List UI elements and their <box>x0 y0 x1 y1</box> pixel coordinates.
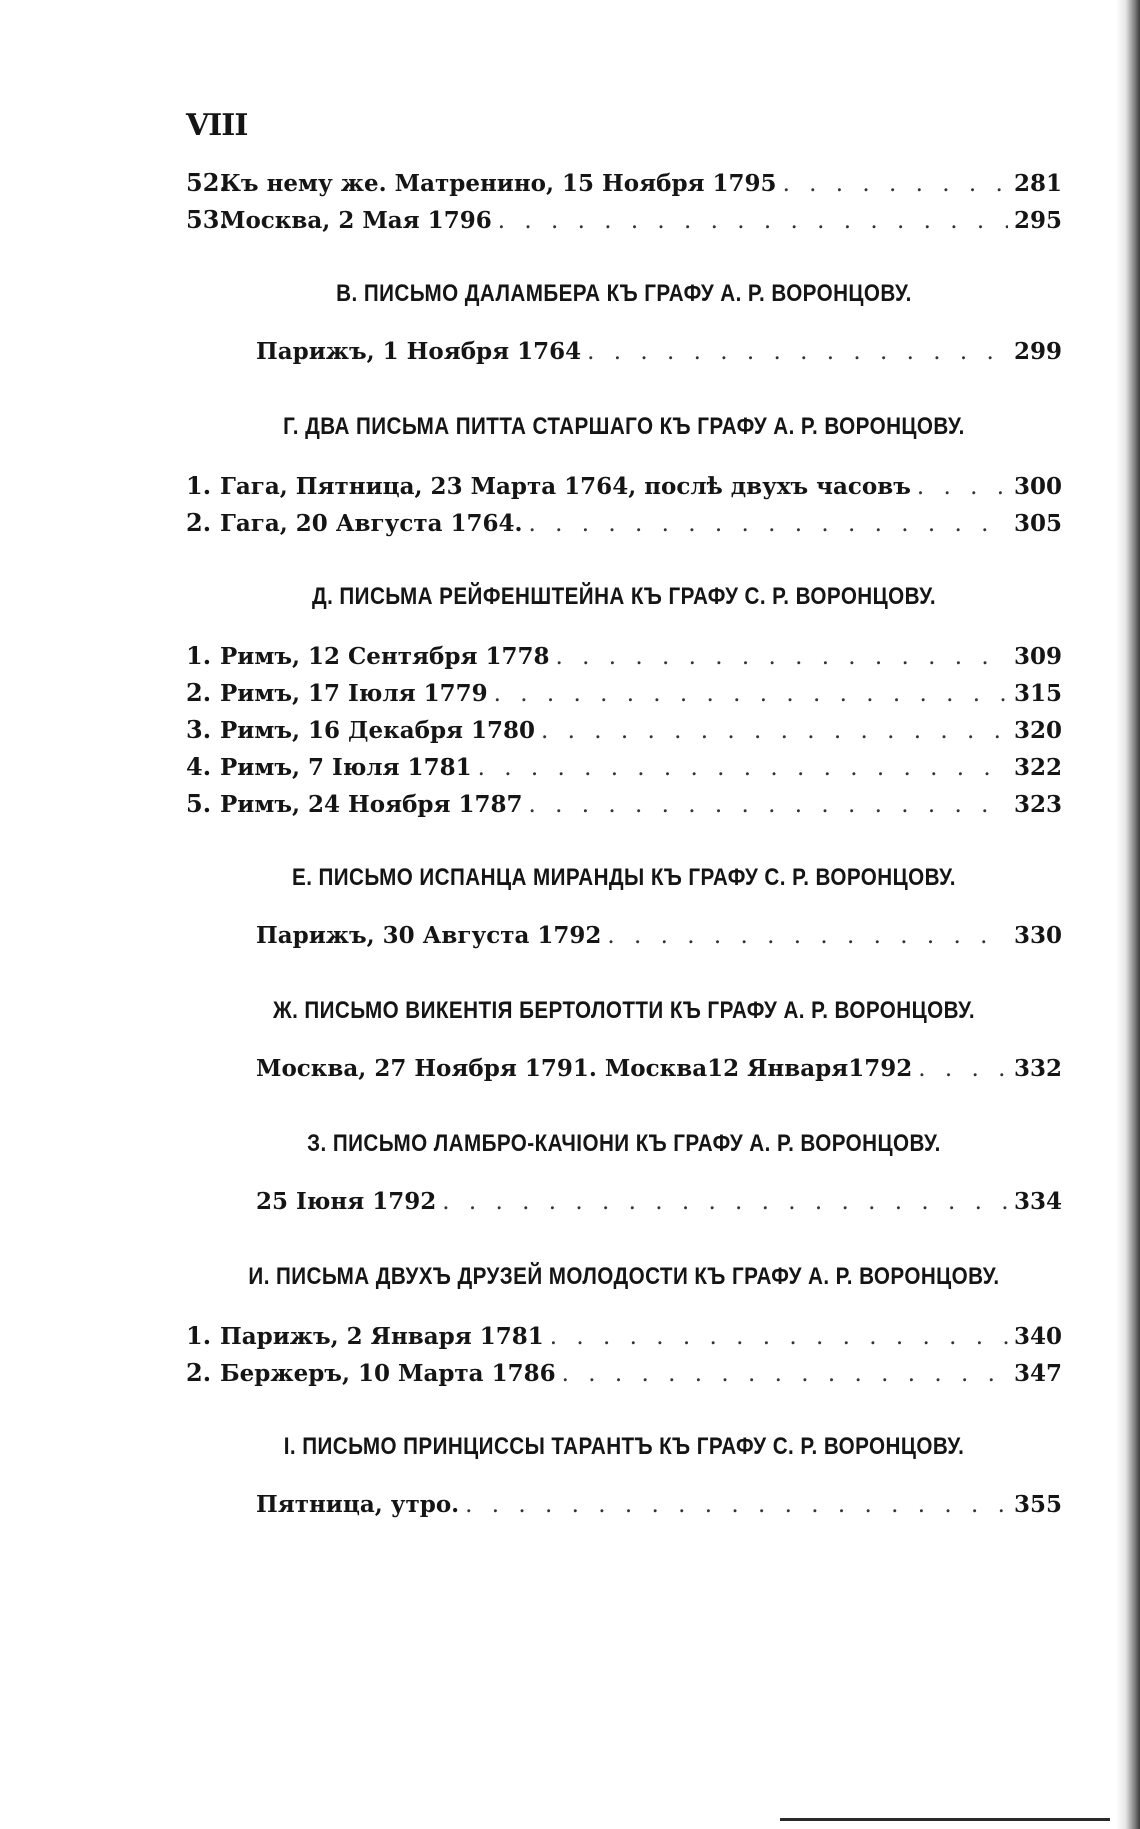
dot-leader <box>541 718 1008 744</box>
entry-title: Римъ, 7 Іюля 1781 <box>220 754 472 781</box>
entry-number: 4. <box>186 752 212 781</box>
entry-title: Москва, 2 Мая 1796 <box>220 207 492 234</box>
page-number: VIII <box>186 108 248 143</box>
toc-entry <box>186 205 1062 242</box>
entry-page-number: 300 <box>1013 473 1062 500</box>
dot-leader <box>550 1324 1008 1350</box>
entry-title: Римъ, 16 Декабря 1780 <box>220 717 536 744</box>
entry-page-number: 322 <box>1013 754 1062 781</box>
entry-title: Римъ, 12 Сентября 1778 <box>220 643 550 670</box>
section-heading: Г. ДВА ПИСЬМА ПИТТА СТАРШАГО КЪ ГРАФУ А. Р. ВОРОНЦОВУ. <box>283 413 965 440</box>
entry-page-number: 330 <box>1013 922 1062 949</box>
entry-title: Гага, 20 Августа 1764. <box>220 510 523 537</box>
dot-leader <box>607 923 1008 949</box>
toc-entry <box>186 1358 1062 1395</box>
entry-title: Гага, Пятница, 23 Марта 1764, послѣ двухъ часовъ <box>220 473 911 500</box>
entry-page-number: 334 <box>1013 1188 1062 1215</box>
dot-leader <box>529 792 1008 818</box>
dot-leader <box>562 1361 1008 1387</box>
entry-page-number: 309 <box>1013 643 1062 670</box>
dot-leader <box>465 1492 1008 1518</box>
entry-page-number: 355 <box>1013 1491 1062 1518</box>
entry-number: 52. <box>186 168 228 197</box>
toc-entry <box>186 471 1062 508</box>
toc-entry <box>186 1491 1062 1528</box>
entry-number: 3. <box>186 715 212 744</box>
section-heading: Е. ПИСЬМО ИСПАНЦА МИРАНДЫ КЪ ГРАФУ С. Р. ВОРОНЦОВУ. <box>291 864 956 891</box>
toc-entry <box>186 715 1062 752</box>
section-heading: Д. ПИСЬМА РЕЙФЕНШТЕЙНА КЪ ГРАФУ С. Р. ВОРОНЦОВУ. <box>311 583 937 610</box>
toc-entry <box>186 508 1062 545</box>
page-edge-line <box>780 1818 1110 1821</box>
entry-page-number: 340 <box>1013 1323 1062 1350</box>
dot-leader <box>917 474 1008 500</box>
entry-title: Москва, 27 Ноября 1791. Москва12 Января1792 <box>256 1055 913 1082</box>
entry-title: Римъ, 24 Ноября 1787 <box>220 791 523 818</box>
entry-number: 1. <box>186 1321 212 1350</box>
section-heading: Ж. ПИСЬМО ВИКЕНТІЯ БЕРТОЛОТТИ КЪ ГРАФУ А. Р. ВОРОНЦОВУ. <box>272 997 976 1024</box>
toc-entry <box>186 1188 1062 1225</box>
section-heading: И. ПИСЬМА ДВУХЪ ДРУЗЕЙ МОЛОДОСТИ КЪ ГРАФУ А. Р. ВОРОНЦОВУ. <box>248 1263 1000 1290</box>
entry-title: 25 Іюня 1792 <box>256 1188 437 1215</box>
entry-page-number: 332 <box>1013 1055 1062 1082</box>
entry-page-number: 305 <box>1013 510 1062 537</box>
table-of-contents <box>186 168 1062 1528</box>
dot-leader <box>555 644 1008 670</box>
entry-title: Пятница, утро. <box>256 1491 460 1518</box>
entry-number: 5. <box>186 789 212 818</box>
entry-page-number: 299 <box>1013 338 1062 365</box>
toc-entry <box>186 338 1062 375</box>
toc-entry <box>186 1321 1062 1358</box>
section-heading: В. ПИСЬМО ДАЛАМБЕРА КЪ ГРАФУ А. Р. ВОРОНЦОВУ. <box>336 280 912 307</box>
entry-number: 1. <box>186 641 212 670</box>
dot-leader <box>442 1189 1008 1215</box>
entry-page-number: 347 <box>1013 1360 1062 1387</box>
toc-entry <box>186 789 1062 826</box>
entry-page-number: 323 <box>1013 791 1062 818</box>
toc-entry <box>186 168 1062 205</box>
entry-title: Римъ, 17 Іюля 1779 <box>220 680 488 707</box>
section-heading: І. ПИСЬМО ПРИНЦИССЫ ТАРАНТЪ КЪ ГРАФУ С. Р. ВОРОНЦОВУ. <box>283 1433 965 1460</box>
entry-number: 2. <box>186 508 212 537</box>
dot-leader <box>918 1056 1008 1082</box>
entry-title: Бержеръ, 10 Марта 1786 <box>220 1360 556 1387</box>
entry-title: Парижъ, 2 Января 1781 <box>220 1323 544 1350</box>
entry-page-number: 320 <box>1013 717 1062 744</box>
entry-title: Парижъ, 30 Августа 1792 <box>256 922 602 949</box>
dot-leader <box>529 511 1008 537</box>
entry-title: Къ нему же. Матренино, 15 Ноября 1795 <box>220 170 777 197</box>
entry-page-number: 281 <box>1013 170 1062 197</box>
dot-leader <box>783 171 1008 197</box>
dot-leader <box>498 208 1008 234</box>
entry-number: 53. <box>186 205 228 234</box>
entry-number: 2. <box>186 678 212 707</box>
entry-page-number: 315 <box>1013 680 1062 707</box>
entry-title: Парижъ, 1 Ноября 1764 <box>256 338 582 365</box>
dot-leader <box>478 755 1008 781</box>
page-binding-edge <box>1116 0 1140 1829</box>
toc-entry <box>186 922 1062 959</box>
toc-entry <box>186 1055 1062 1092</box>
entry-page-number: 295 <box>1013 207 1062 234</box>
toc-entry <box>186 678 1062 715</box>
entry-number: 1. <box>186 471 212 500</box>
dot-leader <box>494 681 1008 707</box>
entry-number: 2. <box>186 1358 212 1387</box>
toc-entry <box>186 752 1062 789</box>
dot-leader <box>587 339 1008 365</box>
section-heading: З. ПИСЬМО ЛАМБРО-КАЧІОНИ КЪ ГРАФУ А. Р. ВОРОНЦОВУ. <box>307 1130 941 1157</box>
toc-entry <box>186 641 1062 678</box>
